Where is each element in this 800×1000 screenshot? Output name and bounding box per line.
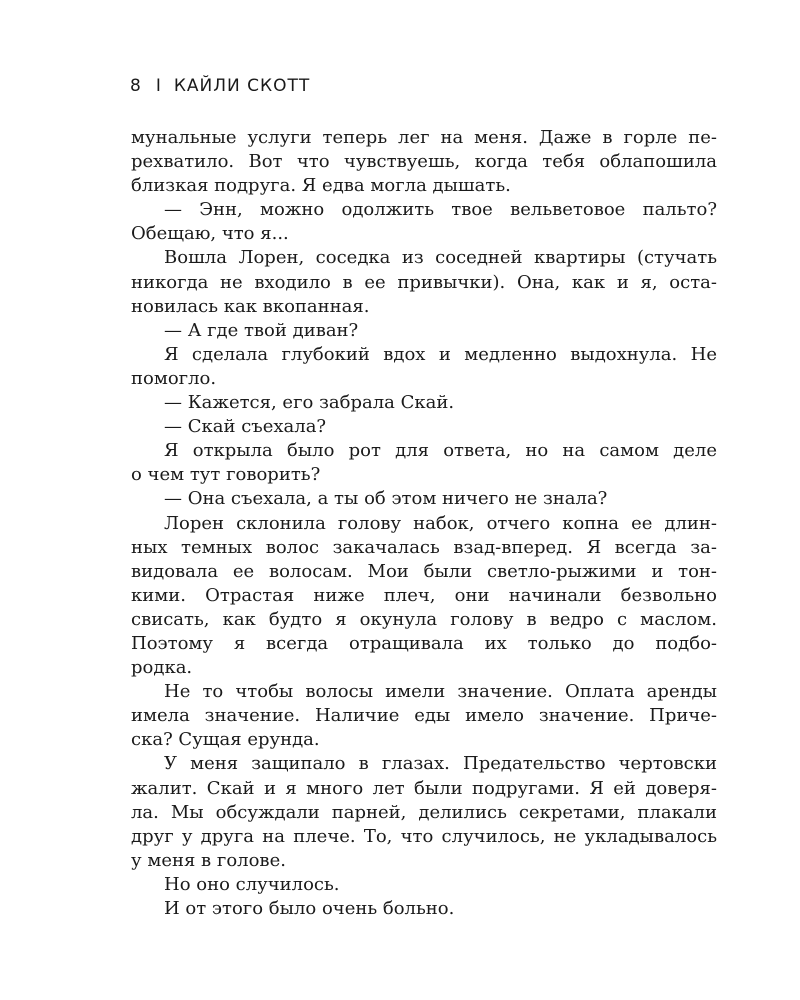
- text-line: близкая подруга. Я едва могла дышать.: [131, 175, 511, 197]
- text-line: ла. Мы обсуждали парней, делились секретами, плакали: [131, 801, 717, 823]
- header-separator: I: [155, 76, 162, 96]
- text-line: помогло.: [131, 367, 217, 389]
- text-line: о чем тут говорить?: [131, 464, 321, 486]
- text-line: И от этого было очень больно.: [164, 898, 455, 919]
- running-head: [130, 76, 310, 96]
- text-line: — А где твой диван?: [164, 319, 359, 341]
- text-line: Поэтому я всегда отращивала их только до подбо-: [131, 632, 717, 654]
- text-line: жалит. Скай и я много лет были подругами. Я ей доверя-: [131, 777, 717, 799]
- text-line: никогда не входило в ее привычки). Она, как и я, оста-: [131, 271, 717, 293]
- text-line: У меня защипало в глазах. Предательство чертовски: [164, 753, 717, 775]
- text-line: родка.: [131, 657, 193, 679]
- text-line: Но оно случилось.: [164, 873, 340, 895]
- page-number: 8: [130, 76, 142, 96]
- text-line: новилась как вкопанная.: [131, 295, 370, 317]
- text-line: Я открыла было рот для ответа, но на самом деле: [164, 440, 717, 462]
- text-line: — Кажется, его забрала Скай.: [164, 392, 455, 414]
- text-line: — Она съехала, а ты об этом ничего не знала?: [164, 488, 608, 510]
- text-line: Обещаю, что я...: [131, 223, 289, 245]
- text-line: кими. Отрастая ниже плеч, они начинали безвольно: [131, 584, 717, 606]
- text-line: мунальные услуги теперь лег на меня. Даже в горле пе-: [131, 127, 717, 148]
- text-line: Не то чтобы волосы имели значение. Оплата аренды: [164, 681, 717, 703]
- text-line: свисать, как будто я окунула голову в ведро с маслом.: [131, 608, 717, 630]
- author-name: КАЙЛИ СКОТТ: [173, 76, 311, 96]
- text-line: Я сделала глубокий вдох и медленно выдохнула. Не: [164, 343, 717, 365]
- text-line: друг у друга на плече. То, что случилось, не укладывалось: [131, 825, 717, 847]
- body-text: [131, 126, 717, 921]
- text-line: у меня в голове.: [131, 849, 286, 871]
- text-line: Вошла Лорен, соседка из соседней квартиры (стучать: [164, 247, 717, 269]
- text-line: Лорен склонила голову набок, отчего копна ее длин-: [164, 512, 717, 534]
- text-line: — Скай съехала?: [164, 416, 327, 438]
- text-line: ска? Сущая ерунда.: [131, 729, 320, 751]
- text-line: рехватило. Вот что чувствуешь, когда тебя облапошила: [131, 151, 717, 173]
- text-line: ных темных волос закачалась взад-вперед. Я всегда за-: [131, 536, 717, 558]
- text-line: имела значение. Наличие еды имело значение. Приче-: [131, 705, 717, 727]
- text-line: — Энн, можно одолжить твое вельветовое пальто?: [164, 199, 717, 221]
- text-line: видовала ее волосам. Мои были светло-рыжими и тон-: [131, 560, 717, 582]
